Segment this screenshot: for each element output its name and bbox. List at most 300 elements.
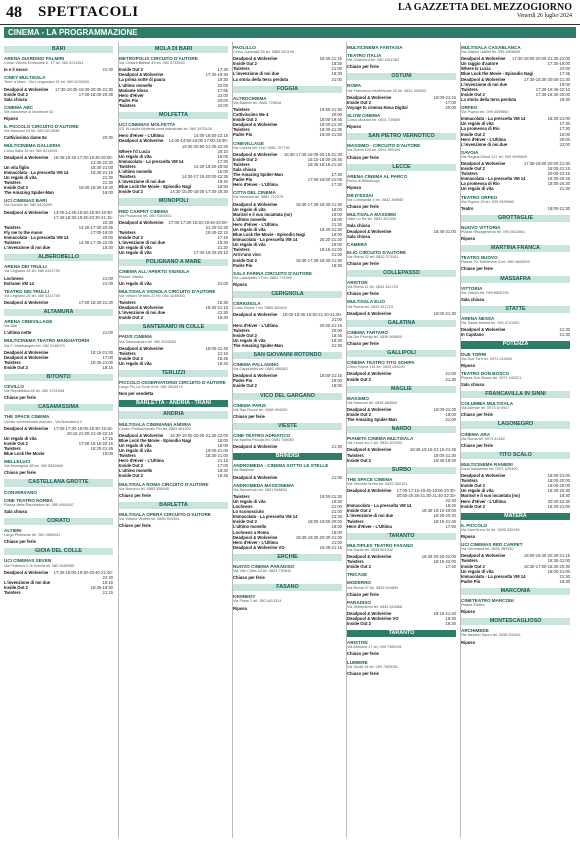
showtime-row	[4, 245, 113, 250]
film-title: Blue Lock the Movie - Episodio Nagi	[119, 184, 192, 190]
cinema-name: TEATRO ORFEO	[461, 194, 498, 200]
showtime-row	[233, 444, 342, 449]
film-title: Twisters	[4, 446, 21, 451]
film-title: Hero d'Hiver - L'Ultima	[233, 539, 278, 545]
province-heading: BRINDISI	[233, 453, 342, 460]
showtimes: 21:00	[331, 474, 342, 480]
film-title: Inside Out 2	[461, 503, 485, 509]
cinema-name: PICCOLO OSSERVATORIO CIRCUITO D'AUTORE	[119, 380, 226, 386]
city-heading: GALLIPOLI	[347, 350, 456, 357]
cinema-name: TEATRO ITALIA	[347, 53, 382, 59]
showtimes: 18:00-21:45	[205, 345, 228, 351]
masthead	[398, 2, 572, 19]
showtime-row	[233, 414, 342, 419]
city-heading: BARI	[4, 46, 113, 53]
showtimes: 18:00-21:30	[433, 452, 456, 458]
showtime-row	[347, 261, 456, 266]
showtimes: 18:20	[445, 503, 456, 509]
showtimes: 17:30-18:30-19:30-20:30-21:30	[55, 86, 113, 92]
cinema-address: Corso Mazzini tel. 0831 729809	[347, 118, 401, 123]
film-title: Twisters	[119, 229, 136, 235]
cinema-name: DUE TORRI	[461, 351, 487, 357]
cinema-name: IL PICCOLO	[461, 522, 488, 528]
film-title: Deadpool & Wolverine	[119, 138, 164, 144]
cinema-name: MULTICINEMA FANTASIA	[347, 45, 403, 50]
showtimes: 18:00	[331, 242, 342, 248]
city-heading: MOLA DI BARI	[119, 46, 228, 53]
film-title: Un raggio d'autore	[461, 61, 499, 67]
film-title: Immacolata - La prescelta VM 14	[4, 169, 69, 175]
showtimes: 17:30-19:30	[205, 72, 228, 78]
film-title: The Amazing Spider-Man	[347, 417, 397, 423]
cinema-address: Via Bonomo tel. 0883 558040	[119, 486, 169, 491]
film-title: Padre Pio	[119, 97, 139, 103]
cinema-name: RED CARPET CINEMA	[119, 208, 169, 214]
showtimes: 21:30	[217, 310, 228, 316]
showtimes: 18:00-21:30	[319, 122, 342, 128]
showtimes: 17:45	[559, 71, 570, 77]
showtimes: 18:30-21:00	[90, 164, 113, 170]
showtimes: 18:30-21:15	[205, 305, 228, 311]
film-title: Hero d'Hiver - L'Ultima	[233, 221, 278, 227]
showtimes: 20:00-21:15	[319, 322, 342, 328]
showtime-row	[347, 458, 456, 463]
film-title: Un regalo di vita	[233, 337, 266, 343]
cinema-address: Via Legnano 26 tel. 080 4321750	[4, 293, 60, 298]
showtimes: 19:30	[217, 77, 228, 83]
cinema-name: SAVOIA	[461, 149, 479, 155]
film-title: Chiuso per ferie	[347, 204, 379, 210]
cinema-address: Piazza Vittoria	[119, 274, 144, 279]
showtimes: 21:30	[445, 376, 456, 382]
film-title: L'invenzione di noi due	[4, 245, 51, 251]
cinema-name: PAOLILLO	[233, 45, 256, 50]
cinema-address: Via Cristoforo tel. 080 4411063	[347, 58, 399, 63]
cinema-address: Via Abruzzo 17 tel. 099 7369031	[347, 645, 402, 650]
cinema-name: UCI CINEMAS BARI	[4, 198, 47, 204]
showtimes: 17:00-18:00-21:05	[307, 177, 342, 183]
showtimes: 18:25-20:20	[433, 513, 456, 519]
cinema-address: Torre a Mare - Via Lungomare 51 tel. 080 5430000	[4, 80, 90, 85]
cinema-name: MASSIMO	[347, 395, 369, 401]
listings-column	[346, 42, 456, 838]
film-title: Blue Lock the Movie	[4, 451, 45, 457]
showtimes: 17:50	[445, 523, 456, 529]
cinema-address: Via Lazzaretto 17 tel. 0881 774399	[233, 275, 292, 280]
cinema-address: Via Settembrini tel. 0833 543368	[347, 604, 403, 609]
cinema-name: NUOVO VITTORIA	[461, 224, 501, 230]
showtimes: 17:00-18:00-20:45	[78, 91, 113, 97]
city-heading: LECCE	[347, 164, 456, 171]
showtime-row	[461, 534, 570, 539]
cinema-address: Via Roma tel. 0973 41452	[461, 436, 505, 441]
cinema-name: MELLELUCI	[4, 459, 31, 465]
showtime-row	[347, 651, 456, 656]
showtimes: 18:00	[445, 411, 456, 417]
showtimes: 18:00	[331, 232, 342, 238]
masthead-title: LA GAZZETTA DEL MEZZOGIORNO	[397, 2, 572, 13]
showtime-row	[347, 341, 456, 346]
cinema-address: Via Lombardia 4 tel. 0832 398987	[347, 198, 404, 203]
film-title: Immacolata - La prescelta VM 14	[233, 237, 298, 243]
showtimes: 18:30-21:15	[319, 56, 342, 62]
city-heading: BARLETTA	[119, 502, 228, 509]
film-title: Hero d'Hiver - L'Ultima	[233, 322, 278, 328]
showtimes: 18:00	[102, 451, 113, 457]
film-title: Chiuso per ferie	[4, 395, 36, 401]
showtime-row	[233, 282, 342, 287]
film-title: Deadpool & Wolverine	[233, 151, 278, 157]
cinema-name: ARENA NESSA	[461, 316, 495, 322]
showtime-row	[4, 570, 113, 580]
film-title: Deadpool & Wolverine	[347, 371, 392, 377]
showtime-row	[233, 312, 342, 322]
cinema-name: CITTA DEL CINEMA	[233, 190, 276, 196]
film-title: Un regalo di vita	[233, 498, 266, 504]
film-title: Twisters	[233, 493, 250, 499]
showtime-row	[347, 64, 456, 69]
film-title: Chiuso per ferie	[119, 523, 151, 529]
film-title: Inside Out 2	[461, 91, 485, 97]
showtime-row	[347, 592, 456, 597]
film-title: Deadpool & Wolverine	[233, 474, 278, 480]
province-heading: MATERA	[461, 513, 570, 520]
showtimes: 14:30-17:15-20:00-22:35	[181, 174, 228, 180]
film-title: Un regalo di vita	[119, 448, 152, 453]
showtimes: 17:00-17:30-18:30-19:45-20:00-21:20-22:30	[168, 219, 228, 230]
film-title: Blue Lock the Movie - Episodio Nagi	[461, 71, 534, 77]
film-title: Un regalo di vita	[119, 360, 152, 366]
showtimes: 18:30	[217, 315, 228, 321]
film-title: Deadpool & Wolverine	[461, 553, 506, 559]
showtimes: 14:00-18:50-22:15	[193, 133, 228, 139]
showtimes: 19:40-22:10	[205, 229, 228, 235]
showtimes: 18:30-21:00	[547, 503, 570, 509]
film-title: Deadpool & Wolverine	[347, 554, 392, 560]
cinema-address: Via Due Torri tel. 0971 411690	[461, 356, 512, 361]
showtime-row	[4, 190, 113, 195]
showtime-row	[233, 475, 342, 480]
showtimes: 18:30-17:30-18:30-21:30	[295, 257, 342, 263]
cinema-name: THE SPACE CINEMA	[347, 476, 393, 482]
showtimes: 17:00-18:00	[90, 229, 113, 235]
cinema-address: Centro Polifunzionale Pio tel. 0883 561922	[119, 426, 191, 431]
showtimes: 18:30-21:00	[547, 116, 570, 122]
city-heading: STATTE	[461, 306, 570, 313]
film-title: L'ultimo monello	[233, 524, 267, 530]
showtimes: 18:45-18:15-21:40	[307, 161, 342, 167]
cinema-address: Corso Italia 15 tel. 080 5214631	[4, 148, 58, 153]
cinema-name: CINEMA ABC	[4, 104, 34, 110]
showtimes: 18:00-21:15	[547, 166, 570, 172]
showtime-row	[461, 266, 570, 271]
showtimes: 18:00	[331, 216, 342, 222]
cinema-address: Via Roma 120 tel. 0831 650154	[347, 148, 401, 153]
cinema-name: MULTISALA CASABLANCA	[461, 45, 521, 50]
showtimes: 18:00-18:45-19:30-21:20-21:00-21:00	[282, 312, 342, 323]
film-title: Sala chiusa	[233, 166, 257, 172]
film-title: Riposo	[461, 362, 476, 368]
city-heading: MONOPOLI	[119, 198, 228, 205]
film-title: Deadpool & Wolverine	[233, 312, 278, 318]
showtimes: 18:00-21:30	[433, 406, 456, 412]
film-title: Chiuso per ferie	[347, 670, 379, 676]
cinema-name: MULTISALA MASSIMO	[347, 212, 397, 218]
film-title: Io e il secco	[4, 67, 28, 73]
showtimes: 22:30	[331, 514, 342, 520]
film-title: L'invenzione di noi due	[233, 71, 280, 77]
showtimes: 21:20	[217, 245, 228, 251]
cinema-name: MULTICINEMA GALLERIA	[4, 143, 61, 149]
cinema-name: TRICASE	[347, 572, 368, 578]
showtimes: 19:00-21:00	[205, 448, 228, 453]
showtime-row	[461, 382, 570, 387]
film-title: Deadpool & Wolverine	[461, 473, 506, 479]
film-title: Inside Out 2	[347, 99, 371, 105]
showtimes: 14:20-16:20-20:50	[193, 163, 228, 169]
showtime-row	[347, 155, 456, 160]
showtimes: 18:45-21:00	[433, 228, 456, 234]
showtimes: 21:30	[102, 67, 113, 73]
film-title: Riposo	[461, 639, 476, 645]
cinema-name: NUOVO CINEMA PARADISO	[233, 563, 295, 569]
showtime-row	[461, 504, 570, 509]
film-title: Deadpool & Wolverine	[4, 209, 49, 215]
film-title: Deadpool & Wolverine	[119, 219, 164, 225]
film-title: Deadpool & Wolverine	[347, 610, 392, 616]
showtimes: 18:25-18:50	[90, 584, 113, 590]
cinema-name: CINE-TEATRO ADRIATICO	[233, 433, 291, 438]
film-title: Deadpool & Wolverine	[461, 327, 506, 333]
showtimes: 18:45	[217, 355, 228, 361]
listings-column	[4, 42, 113, 838]
cinema-address: Via Legnano 26 tel. 080 4321750	[4, 269, 60, 274]
cinema-address: Via Pupino tel. 099 4539660	[461, 110, 509, 115]
showtimes: 18:00-21:00	[547, 473, 570, 479]
showtime-row	[233, 263, 342, 268]
film-title: Deadpool & Wolverine	[347, 488, 392, 493]
showtimes: 15:00	[217, 168, 228, 174]
film-title: Inside Out 2	[347, 564, 371, 570]
film-title: Where Is Lucia	[461, 66, 491, 72]
film-title: Inside Out 2	[347, 376, 371, 382]
film-title: L'invenzione di noi due	[347, 513, 394, 519]
showtimes: 18:00-18:30-19:30	[78, 185, 113, 191]
showtimes: 18:30	[217, 468, 228, 474]
showtimes: 14:30-15:00-18:00-17:30-20:30	[170, 189, 228, 195]
cinema-name: ORFEO	[461, 105, 478, 111]
city-heading: FASANO	[233, 584, 342, 591]
showtimes: 18:40	[217, 360, 228, 366]
showtimes: 20:00	[217, 97, 228, 103]
city-heading: MARCONIA	[461, 588, 570, 595]
showtimes: 18:15-21:30	[90, 349, 113, 355]
showtimes: 18:00-21:50	[319, 132, 342, 138]
showtimes: 21:30	[331, 221, 342, 227]
film-title: L'ultimo monello	[119, 168, 153, 174]
showtimes: 21:15	[217, 350, 228, 356]
film-title: Lochness	[4, 275, 24, 281]
film-title: Riposo	[233, 605, 248, 611]
film-title: Twisters	[119, 102, 136, 108]
showtimes: 17:30-19:00	[547, 61, 570, 67]
showtimes: 18:00-21:30	[433, 310, 456, 316]
film-title: Inside Out 2	[233, 383, 257, 389]
cinema-name: UCI CINEMAS SEVEN	[4, 558, 52, 564]
film-title: Riposo	[347, 184, 362, 190]
cinema-name: ALTROCINEMA	[233, 95, 267, 101]
cinema-address: Via Santa Marina tel. 099 4741000	[461, 321, 520, 326]
film-title: Immacolata - La prescelta VM 14	[461, 176, 526, 182]
showtime-row	[119, 189, 228, 194]
showtime-row	[347, 524, 456, 529]
showtime-row	[4, 395, 113, 400]
showtimes: 16:15-18:00-20:45	[307, 156, 342, 162]
cinema-name: MULTISALA CINEMANIA ANDRIA	[119, 421, 192, 427]
showtimes: 18:30-20:45	[547, 176, 570, 182]
cinema-address: SS 16 uscita Molfetta zona industriale tel. 080 3975100	[119, 127, 212, 132]
showtimes: 18:45-19:15-21:15-21:45	[409, 447, 456, 453]
page-number: 48	[6, 4, 22, 21]
film-title: L'ultimo monello	[233, 216, 267, 222]
film-title: Immacolata - La prescelta VM 14	[4, 235, 69, 240]
listings-column	[460, 42, 570, 838]
showtimes: 17:40-19:40-20:10	[193, 250, 228, 256]
showtime-row	[461, 609, 570, 614]
film-title: Inside Out 2	[233, 61, 257, 67]
cinema-name: ROMA	[347, 83, 362, 89]
cinema-name: TEATRO NUOVO	[461, 255, 498, 261]
showtimes: 17:00-17:30-18:05-18:30-19:15-20:15-21:00-21:40-22:15	[53, 425, 113, 436]
film-title: Un regalo di vita	[4, 174, 37, 180]
film-title: Deadpool & Wolverine	[347, 310, 392, 316]
showtimes: 18:30-21:00	[90, 359, 113, 365]
cinema-name: MASSIMO - CIRCUITO D'AUTORE	[347, 143, 421, 149]
film-title: Twisters	[119, 299, 136, 305]
film-title: Chiuso per ferie	[347, 154, 379, 160]
film-title: Padre Pio	[233, 132, 253, 138]
cinema-address: Via Francesco Intellettuale 32 tel. 0831 335000	[347, 88, 427, 93]
film-title: L'ultimo monello	[119, 468, 153, 474]
showtimes: 17:30	[559, 121, 570, 127]
film-title: In Capitano	[461, 332, 484, 338]
showtimes: 18:30	[559, 493, 570, 499]
cinema-address: Via Repubblica 45 tel. 080 3751598	[4, 389, 65, 394]
city-heading: FRANCAVILLA IN SINNI	[461, 391, 570, 398]
film-title: Hero d'Hiver - L'Ultima	[461, 498, 506, 504]
cinema-name: ANDROMEDA - CINEMA SOTTO LE STELLE	[233, 463, 329, 469]
showtimes: 20:10	[217, 148, 228, 154]
showtime-row	[233, 545, 342, 550]
film-title: La storia della terra perduta	[233, 76, 289, 82]
film-title: Un regalo di vita	[461, 488, 494, 494]
cinema-address: Via Procaccia tel. 080 9300001	[119, 213, 172, 218]
cinema-address: Via Galileo Galilei tel. 099 4599600	[461, 50, 521, 55]
cinema-address: Via Vecchia Surbo tel. 0832 362121	[347, 481, 408, 486]
film-title: Immacolata - La prescelta VM 14	[119, 158, 184, 164]
film-title: Inside Out 2	[233, 257, 257, 263]
film-title: The Amazing Spider-Man	[4, 190, 54, 196]
showtimes: 18:15-21:40	[433, 610, 456, 616]
showtime-row	[4, 300, 113, 305]
film-title: Chiuso per ferie	[4, 470, 36, 476]
city-heading: MASSAFRA	[461, 276, 570, 283]
film-title: Twisters	[347, 452, 364, 458]
city-heading: POLIGNANO A MARE	[119, 259, 228, 266]
film-title: Marisol e il suo incantata (no)	[461, 493, 520, 499]
film-title: Twisters	[119, 174, 136, 180]
showtimes: 21:00	[331, 504, 342, 510]
cinema-name: CINEVILLAGE	[233, 140, 264, 146]
cinema-name: ARENA CINEVILLAGE	[4, 319, 53, 325]
film-title: Twisters	[4, 589, 21, 595]
cinema-name: LUMIERE	[347, 659, 368, 665]
film-title: Twisters	[233, 66, 250, 72]
city-heading: TERLIZZI	[119, 370, 228, 377]
showtime-row	[347, 377, 456, 382]
showtimes: 21:30	[331, 342, 342, 348]
city-heading: CASAMASSIMA	[4, 404, 113, 411]
showtime-row	[119, 250, 228, 255]
film-title: Chiuso per ferie	[347, 651, 379, 657]
film-title: Chiuso per ferie	[461, 442, 493, 448]
film-title: Twisters	[119, 453, 136, 459]
cinema-address: Corso Vittorio Emanuele II, 17 tel. 080 5214811	[4, 61, 84, 66]
cinema-address: Via Lucera km 1 tel. 0881 757790	[233, 145, 290, 150]
cinema-address: Piazza Risorgimento tel. 099 5622061	[461, 230, 526, 234]
film-title: Chiuso per ferie	[461, 412, 493, 418]
showtimes: 21:30	[559, 186, 570, 192]
film-title: Un regalo di vita	[119, 245, 152, 251]
cinema-address: Via Cappuccini tel. 0882 456363	[233, 367, 288, 372]
film-title: L'ultimo monello	[119, 82, 153, 88]
cinema-name: PIANETA CINEMA MULTISALA	[347, 436, 414, 442]
showtimes: 17:30-18:00-20:00-21:30-22:00	[512, 56, 570, 62]
showtimes: 19:00	[217, 442, 228, 448]
province-heading: BARLETTA - ANDRIA - TRANI	[119, 400, 228, 407]
city-heading: ANDRIA	[119, 411, 228, 418]
listings-column	[118, 42, 228, 838]
film-title: Deadpool & Wolverine	[4, 349, 49, 355]
film-title: Inside Out 2	[4, 364, 28, 370]
film-title: Inside Out 2	[233, 519, 257, 525]
showtimes: 16:30-19:00-20:00-21:30-22:00	[170, 432, 228, 438]
showtimes: 17:00	[102, 354, 113, 360]
film-title: Riposo	[233, 281, 248, 287]
showtime-row	[461, 236, 570, 241]
showtimes: 21:30	[559, 327, 570, 333]
cinema-name: CINEMA PARIS	[233, 402, 266, 408]
showtimes: 17:30	[559, 126, 570, 132]
film-title: Inside Out 2	[233, 117, 257, 123]
film-title: La storia della terra perduta	[461, 96, 517, 102]
cinema-address: Corso Roma 7 tel. 0885 462849	[233, 306, 287, 311]
film-title: Where I'd Lucia	[119, 148, 150, 154]
cinema-address: Viale Lo Re tel. 0832 307433	[347, 217, 396, 222]
film-title: L'invenzione di noi due	[461, 141, 508, 147]
showtimes: 20:30-22:30	[547, 498, 570, 504]
city-heading: LAGONEGRO	[461, 421, 570, 428]
film-title: Twisters	[4, 240, 21, 246]
showtimes: 18:45	[331, 332, 342, 338]
film-title: Twisters	[4, 359, 21, 365]
film-title: Riposo	[347, 124, 362, 130]
showtimes: 18:30-17:00-18:30-20:30	[523, 563, 570, 569]
film-title: Chiuso per ferie	[347, 291, 379, 297]
film-title: Immacolata - La prescelta VM 14	[461, 116, 526, 122]
film-title: Inside Out 2	[119, 463, 143, 469]
film-title: Inside Out 2	[461, 563, 485, 569]
